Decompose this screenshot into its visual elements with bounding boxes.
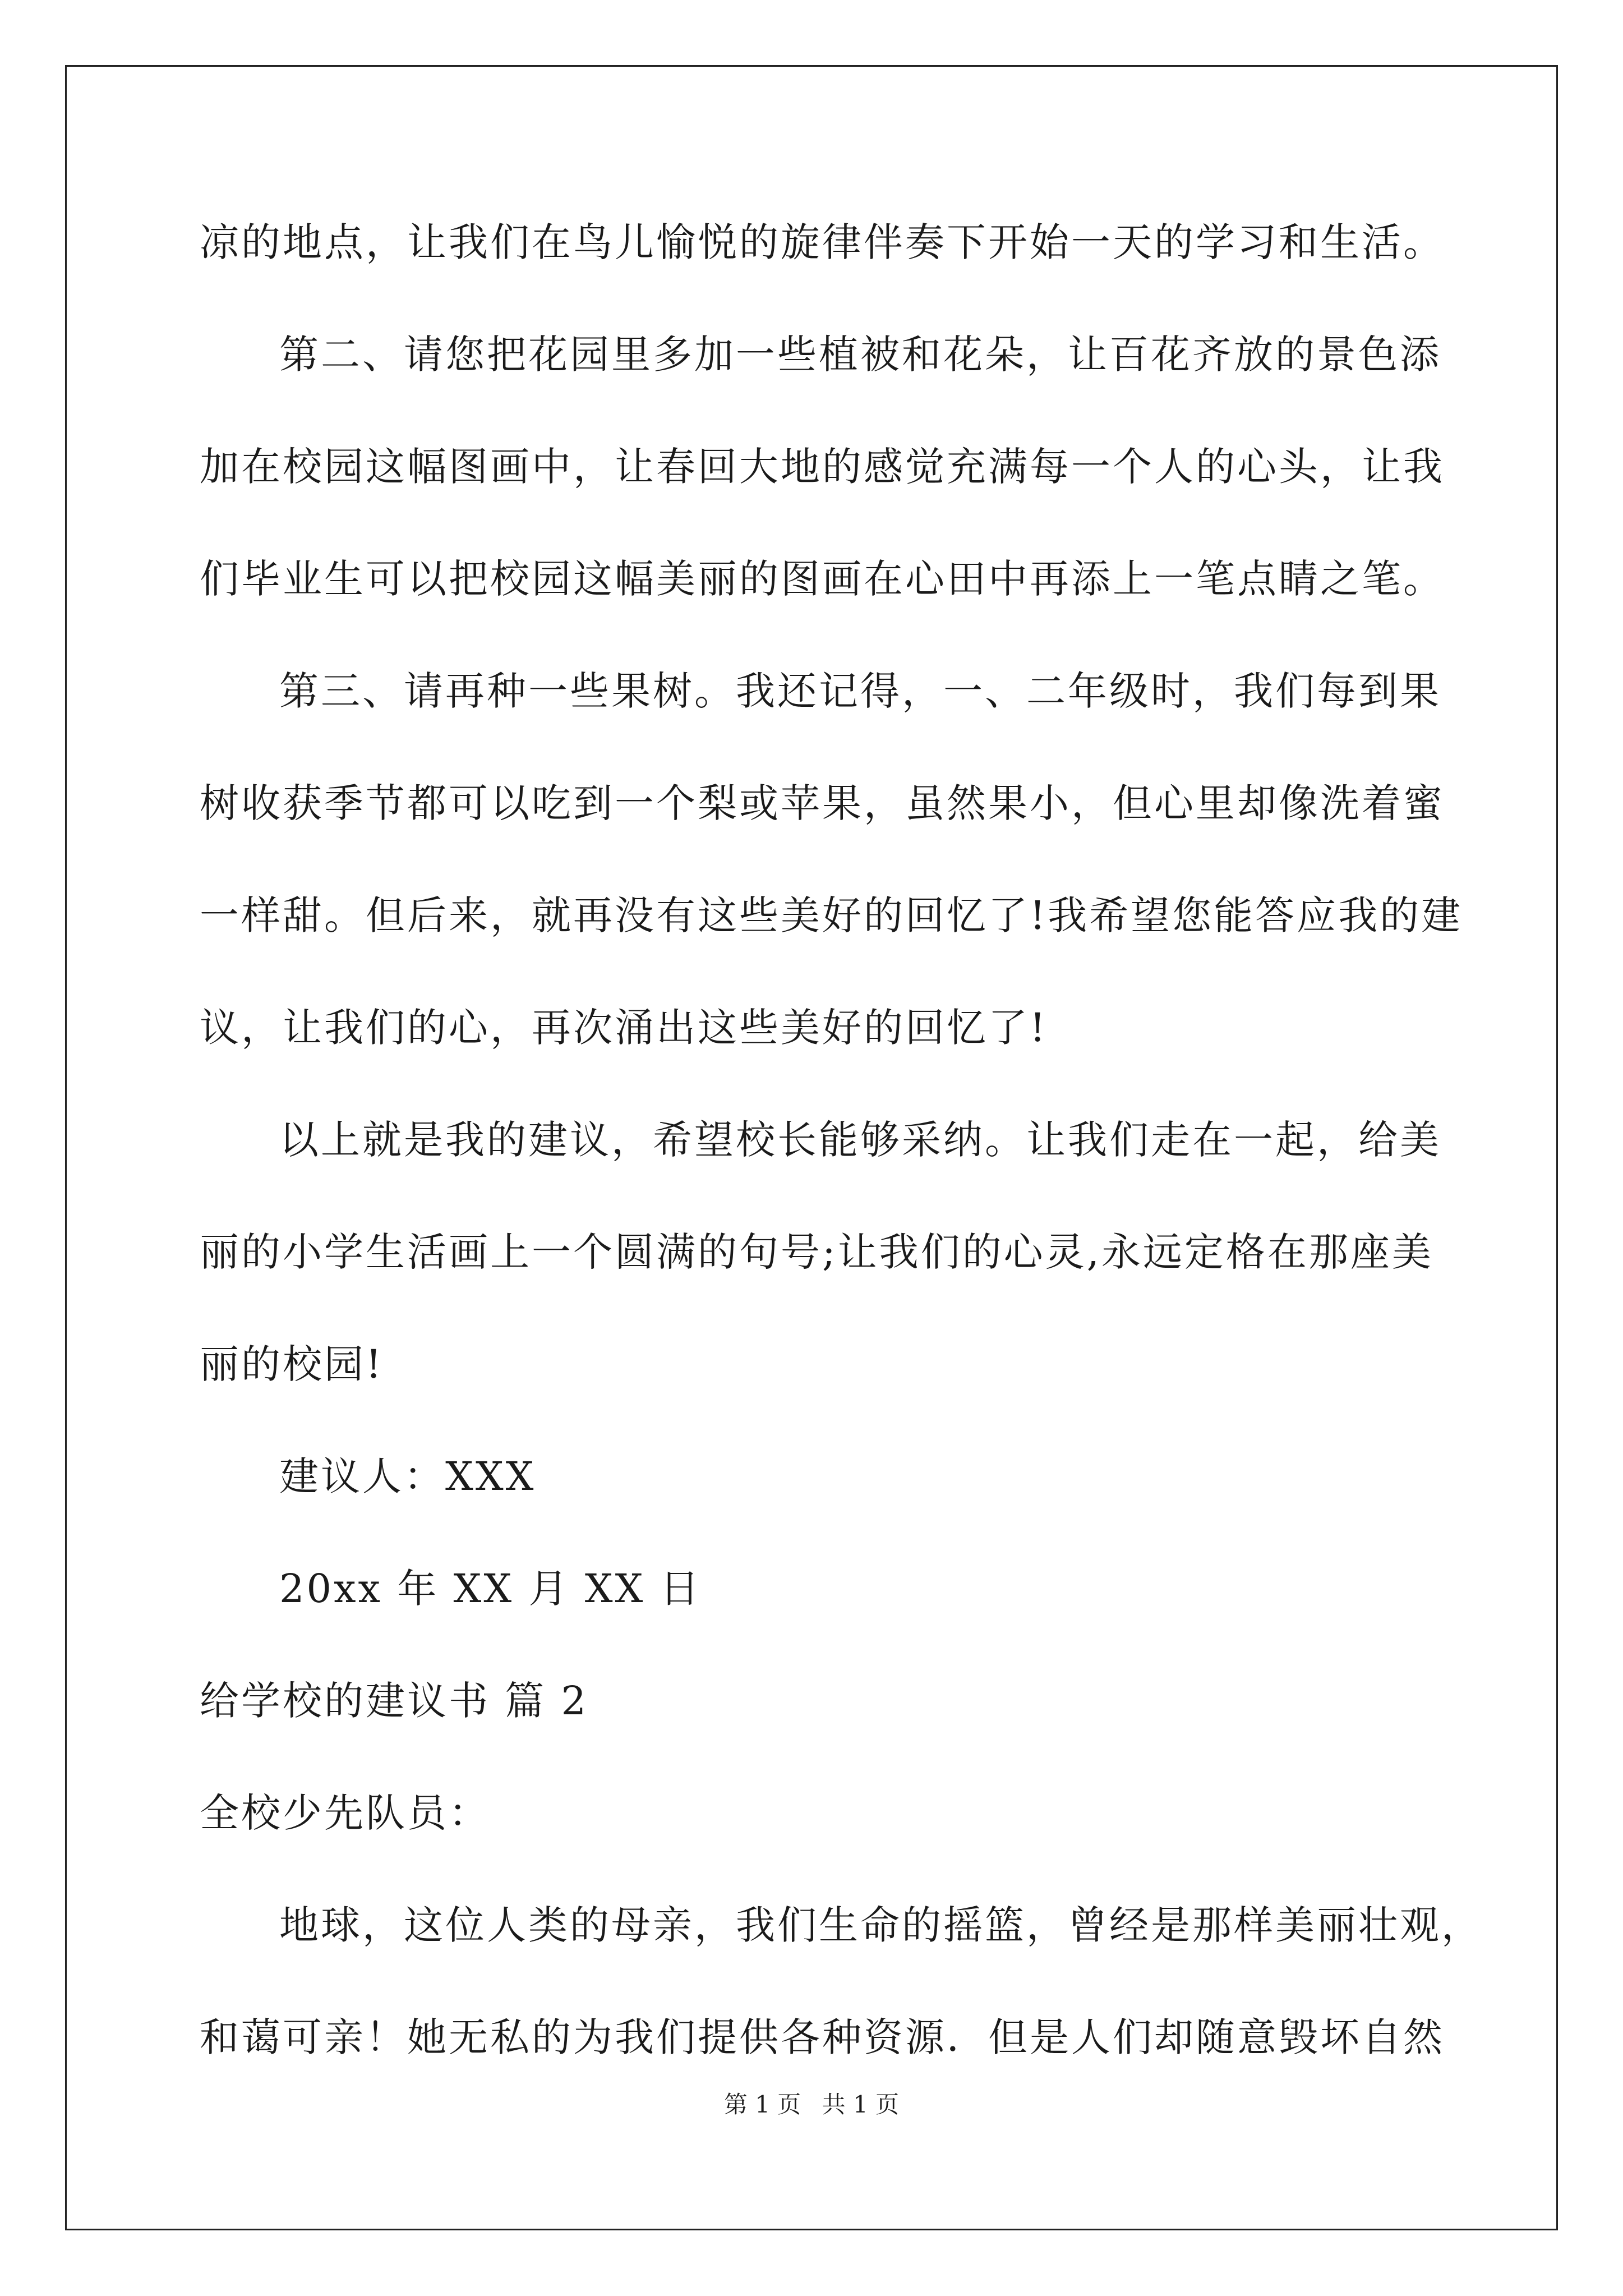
text-line: 地球，这位人类的母亲，我们生命的摇篮，曾经是那样美丽壮观， <box>279 1902 1483 1948</box>
page-number-total: 共 1 页 <box>822 2091 900 2118</box>
page-footer <box>0 2088 1623 2122</box>
signature-line: 建议人：XXX <box>279 1453 536 1499</box>
document-body <box>200 213 1483 2120</box>
text-line: 议，让我们的心，再次涌出这些美好的回忆了! <box>200 1005 1048 1051</box>
text-line: 以上就是我的建议，希望校长能够采纳。让我们走在一起，给美 <box>279 1117 1441 1163</box>
text-line: 一样甜。但后来，就再没有这些美好的回忆了!我希望您能答应我的建 <box>200 892 1463 938</box>
text-line: 和蔼可亲！她无私的为我们提供各种资源．但是人们却随意毁坏自然 <box>200 2014 1445 2060</box>
text-line: 第三、请再种一些果树。我还记得，一、二年级时，我们每到果 <box>279 668 1441 714</box>
text-line: 第二、请您把花园里多加一些植被和花朵，让百花齐放的景色添 <box>279 332 1441 378</box>
section-heading: 给学校的建议书 篇 2 <box>200 1678 589 1724</box>
text-line: 丽的小学生活画上一个圆满的句号;让我们的心灵,永远定格在那座美 <box>200 1229 1433 1275</box>
date-line: 20xx 年 XX 月 XX 日 <box>279 1566 702 1612</box>
text-line: 丽的校园! <box>200 1341 384 1387</box>
text-line: 凉的地点，让我们在鸟儿愉悦的旋律伴奏下开始一天的学习和生活。 <box>200 219 1445 265</box>
text-line: 们毕业生可以把校园这幅美丽的图画在心田中再添上一笔点睛之笔。 <box>200 556 1445 602</box>
text-line: 加在校园这幅图画中，让春回大地的感觉充满每一个人的心头，让我 <box>200 444 1445 490</box>
page-number-current: 第 1 页 <box>723 2091 801 2118</box>
salutation-line: 全校少先队员： <box>200 1790 490 1836</box>
text-line: 树收获季节都可以吃到一个梨或苹果，虽然果小，但心里却像洗着蜜 <box>200 780 1445 826</box>
